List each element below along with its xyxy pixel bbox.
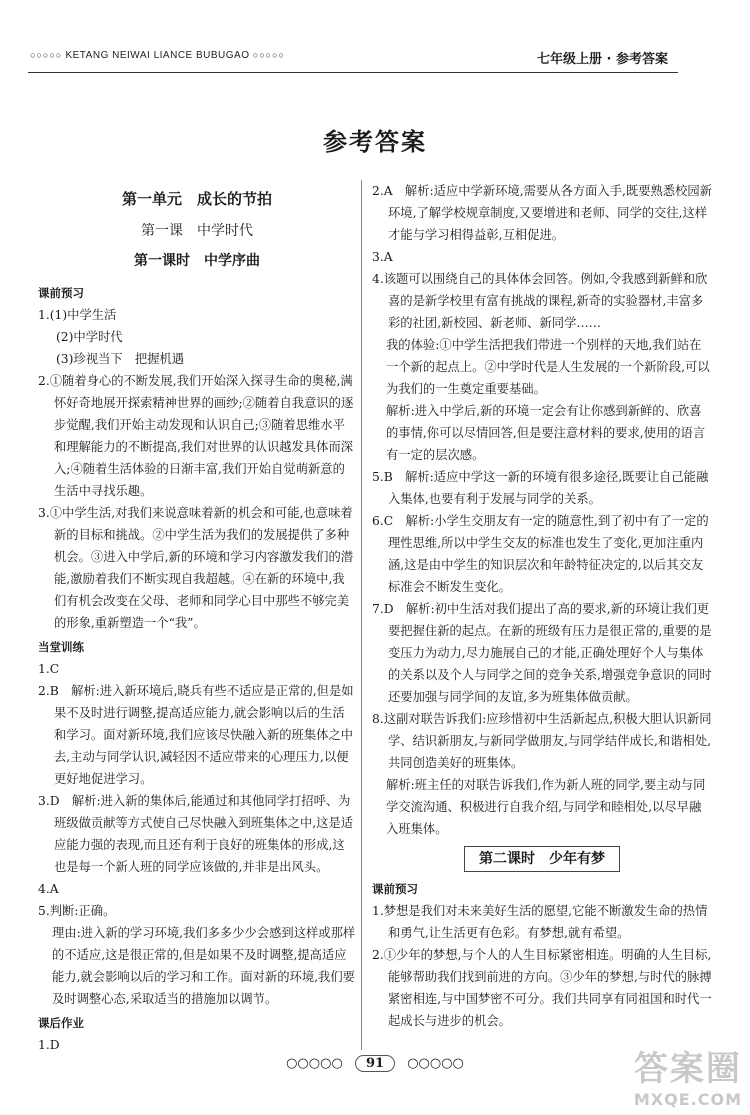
period2-heading-text: 第二课时 少年有梦 (464, 846, 620, 872)
answer-line: 我的体验:①中学生活把我们带进一个别样的天地,我们站在一个新的起点上。②中学时代是人生发展的一个新阶段,可以为我们的一生奠定重要基础。 (386, 338, 710, 396)
answer-line: 3.D 解析:进入新的集体后,能通过和其他同学打招呼、为班级做贡献等方式使自己尽快融入到班集体之中,这是适应能力强的表现,而且还有利于良好的班集体的形成,这也是每一个新人班的同学应该做的,并非是出风头。 (38, 794, 354, 874)
page-title: 参考答案 (323, 128, 427, 156)
answer-line: 7.D 解析:初中生活对我们提出了高的要求,新的环境让我们更要把握住新的起点。在新的班级有压力是很正常的,重要的是变压力为动力,尽力施展自己的才能,正确处理好个人与集体的关系以及个人与同学之间的竞争关系,增强竞争意识的同时还要加强与同学间的友谊,多为班集体做贡献。 (372, 602, 712, 704)
answer-line: 5.B 解析:适应中学这一新的环境有很多途径,既要让自己能融入集体,也要有利于发展与同学的关系。 (372, 470, 709, 506)
column-divider (361, 180, 362, 1050)
answer-line: (2)中学时代 (56, 330, 123, 344)
answer-line: 8.这副对联告诉我们:应珍惜初中生活新起点,积极大胆认识新同学、结识新朋友,与新同学做朋友,与同学结伴成长,和谐相处,共同创造美好的班集体。 (372, 712, 712, 770)
answer-line: 解析:进入中学后,新的环境一定会有让你感到新鲜的、欣喜的事情,你可以尽情回答,但是要注意材料的要求,使用的语言有一定的层次感。 (386, 404, 706, 462)
answer-line: 2.①随着身心的不断发展,我们开始深入探寻生命的奥秘,满怀好奇地展开探索精神世界的画纱;②随着自我意识的逐步觉醒,我们开始主动发现和认识自己;③随着思维水平和理解能力的不断提高,我们对世界的认识越发具体而深入;④随着生活体验的日渐丰富,我们开始自觉萌新意的生活中寻找乐趣。 (38, 374, 354, 498)
section-preview: 课前预习 (38, 286, 84, 300)
answer-line: 5.判断:正确。 (38, 904, 116, 918)
watermark-logo (634, 1041, 742, 1109)
header-series-text: KETANG NEIWAI LIANCE BUBUGAO (65, 50, 250, 61)
answer-line: 2.A 解析:适应中学新环境,需要从各方面入手,既要熟悉校园新环境,了解学校规章制度,又要增进和老师、同学的交往,这样才能与学习相得益彰,互相促进。 (372, 184, 712, 242)
answer-line: (3)珍视当下 把握机遇 (56, 352, 185, 366)
answer-line: 解析:班主任的对联告诉我们,作为新人班的同学,要主动与同学交流沟通、积极进行自我介绍,与同学和睦相处,以尽早融入班集体。 (386, 778, 706, 836)
answer-line: 4.该题可以围绕自己的具体体会回答。例如,令我感到新鲜和欣喜的是新学校里有富有挑战的课程,新奇的实验器材,丰富多彩的社团,新校园、新老师、新同学…… (372, 272, 708, 330)
header-series (30, 50, 285, 61)
answer-line: 2.①少年的梦想,与个人的人生目标紧密相连。明确的人生目标,能够帮助我们找到前进的方向。③少年的梦想,与时代的脉搏紧密相连,与中国梦密不可分。我们共同享有同祖国和时代一起成长与进步的机会。 (372, 948, 712, 1028)
header-rule (28, 72, 678, 73)
answer-line: 理由:进入新的学习环境,我们多多少少会感到这样或那样的不适应,这是很正常的,但是如果不及时调整,提高适应能力,就会影响以后的学习和工作。面对新的环境,我们要及时调整心态,采取适当的措施加以调节。 (52, 926, 356, 1006)
section-class: 当堂训练 (38, 640, 84, 654)
watermark-text: 答案圈 (633, 1049, 742, 1089)
section-preview-2: 课前预习 (372, 882, 418, 896)
right-column (372, 180, 712, 1032)
lesson-heading: 第一课 中学时代 (141, 223, 253, 239)
unit-heading: 第一单元 成长的节拍 (121, 190, 272, 208)
answer-line: 1.D (38, 1038, 60, 1052)
answer-line: 1.(1)中学生活 (38, 308, 117, 322)
period2-heading (372, 846, 712, 872)
answer-line: 1.C (38, 662, 60, 676)
answer-line: 3.A (372, 250, 393, 264)
left-column (38, 180, 356, 1056)
watermark-url: MXQE.COM (633, 1090, 742, 1109)
section-homework: 课后作业 (38, 1016, 84, 1030)
header-right-title: 七年级上册 · 参考答案 (537, 52, 668, 67)
period-heading: 第一课时 中学序曲 (134, 253, 260, 269)
answer-line: 4.A (38, 882, 59, 896)
footer-dots-left: ○○○○○ (286, 1056, 343, 1071)
answer-line: 6.C 解析:小学生交朋友有一定的随意性,到了初中有了一定的理性思维,所以中学生交友的标准也发生了变化,更加注重内涵,这是由中学生的知识层次和年龄特征决定的,以后其交友标准会不断发生变化。 (372, 514, 709, 594)
page-number: 91 (355, 1055, 395, 1072)
answer-line: 3.①中学生活,对我们来说意味着新的机会和可能,也意味着新的目标和挑战。②中学生活为我们的发展提供了多种机会。③进入中学后,新的环境和学习内容激发我们的潜能,激励着我们不断实现自我超越。④在新的环境中,我们有机会改变在父母、老师和同学心目中那些不够完美的形象,重新塑造一个“我”。 (38, 506, 354, 630)
answer-line: 2.B 解析:进入新环境后,晓兵有些不适应是正常的,但是如果不及时进行调整,提高适应能力,就会影响以后的生活和学习。面对新环境,我们应该尽快融入新的班集体之中去,主动与同学认识,减轻因不适应带来的心理压力,以便更好地促进学习。 (38, 684, 354, 786)
footer-dots-right: ○○○○○ (407, 1056, 464, 1071)
header-dots: ○○○○○ (30, 50, 63, 60)
answer-line: 1.梦想是我们对未来美好生活的愿望,它能不断激发生命的热情和勇气,让生活更有色彩。有梦想,就有希望。 (372, 904, 708, 940)
header-dots-right: ○○○○○ (252, 50, 285, 60)
